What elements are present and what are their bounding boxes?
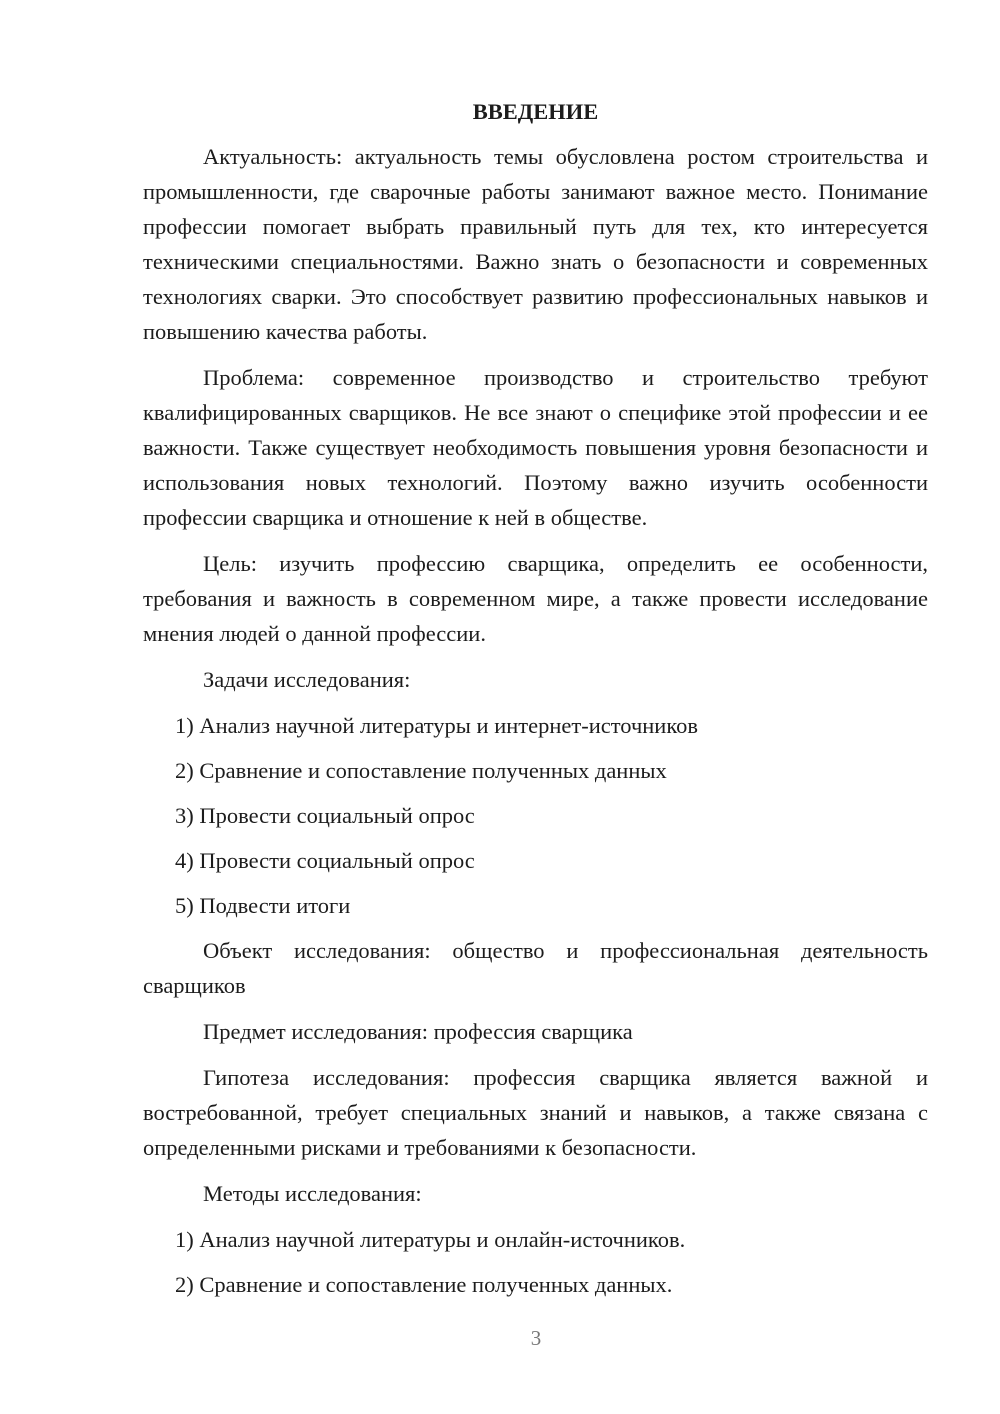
task-item-3: 3) Провести социальный опрос bbox=[175, 803, 475, 828]
task-item-1: 1) Анализ научной литературы и интернет-источников bbox=[175, 713, 699, 738]
task-item-4: 4) Провести социальный опрос bbox=[175, 848, 475, 873]
subject-paragraph: Предмет исследования: профессия сварщика bbox=[203, 1019, 633, 1044]
page-number: 3 bbox=[530, 1326, 542, 1350]
object-paragraph: Объект исследования: общество и профессиональная деятельность сварщиков bbox=[143, 938, 928, 998]
method-item-1: 1) Анализ научной литературы и онлайн-источников. bbox=[175, 1227, 686, 1252]
method-item-2: 2) Сравнение и сопоставление полученных данных. bbox=[175, 1272, 673, 1297]
task-item-5: 5) Подвести итоги bbox=[175, 893, 351, 918]
problem-paragraph: Проблема: современное производство и строительство требуют квалифицированных сварщиков. Не все знают о специфике этой профессии и ее важности. Также существует необходимость повышения уровня безопасности и использования новых технологий. Поэтому важно изучить особенности профессии сварщика и отношение к ней в обществе. bbox=[143, 365, 928, 530]
section-title: ВВЕДЕНИЕ bbox=[472, 99, 599, 124]
methods-heading: Методы исследования: bbox=[203, 1181, 422, 1206]
tasks-heading: Задачи исследования: bbox=[203, 667, 411, 692]
task-item-2: 2) Сравнение и сопоставление полученных данных bbox=[175, 758, 667, 783]
goal-paragraph: Цель: изучить профессию сварщика, определить ее особенности, требования и важность в современном мире, а также провести исследование мнения людей о данной профессии. bbox=[143, 551, 928, 646]
document-body bbox=[143, 94, 928, 1312]
relevance-paragraph: Актуальность: актуальность темы обусловлена ростом строительства и промышленности, где сварочные работы занимают важное место. Понимание профессии помогает выбрать правильный путь для тех, кто интересуется техническими специальностями. Важно знать о безопасности и современных технологиях сварки. Это способствует развитию профессиональных навыков и повышению качества работы. bbox=[143, 144, 928, 344]
hypothesis-paragraph: Гипотеза исследования: профессия сварщика является важной и востребованной, требует специальных знаний и навыков, а также связана с определенными рисками и требованиями к безопасности. bbox=[143, 1065, 928, 1160]
